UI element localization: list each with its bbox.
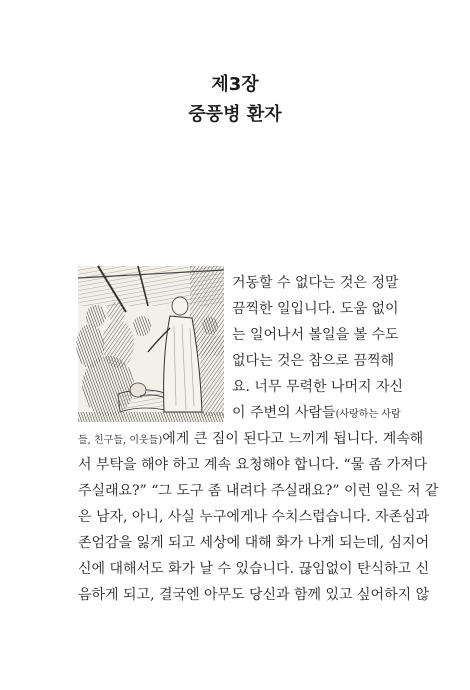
body-text-line: 거동할 수 없다는 것은 정말 (232, 275, 399, 291)
body-text-segment: 이 주변의 사람들 (232, 405, 336, 421)
body-text-line (78, 430, 424, 450)
chapter-number: 제3장 (211, 74, 259, 95)
body-text-segment: 에게 큰 짐이 된다고 느끼게 됩니다. 계속해 (162, 431, 424, 447)
engraving-illustration (78, 266, 224, 422)
body-text-line: 신에 대해서도 화가 날 수 있습니다. 끊임없이 탄식하고 신 (78, 561, 430, 577)
body-text-line: 존엄감을 잃게 되고 세상에 대해 화가 나게 되는데, 심지어 (78, 535, 430, 551)
body-text-line: 는 일어나서 볼일을 볼 수도 (232, 327, 399, 343)
body-text-line: 없다는 것은 참으로 끔찍해 (232, 353, 395, 369)
chapter-title: 중풍병 환자 (188, 104, 282, 125)
parenthetical-note: (사랑하는 사람 (335, 409, 401, 420)
body-text-line (232, 404, 401, 424)
body-text-line: 은 남자, 아니, 사실 누구에게나 수치스럽습니다. 자존심과 (78, 509, 430, 525)
engraving-healing-scene-icon (78, 266, 224, 422)
body-text-line: 요. 너무 무력한 나머지 자신 (232, 379, 404, 395)
body-text-line: 서 부탁을 해야 하고 계속 요청해야 합니다. “물 좀 가져다 (78, 457, 428, 473)
body-text-line: 주실래요?” “그 도구 좀 내려다 주실래요?” 이런 일은 저 같 (78, 483, 439, 499)
body-text-line: 끔찍한 일입니다. 도움 없이 (232, 301, 399, 317)
body-text-line: 음하게 되고, 결국엔 아무도 당신과 함께 있고 싶어하지 않 (78, 587, 430, 603)
parenthetical-note: 들, 친구들, 이웃들) (78, 435, 163, 446)
